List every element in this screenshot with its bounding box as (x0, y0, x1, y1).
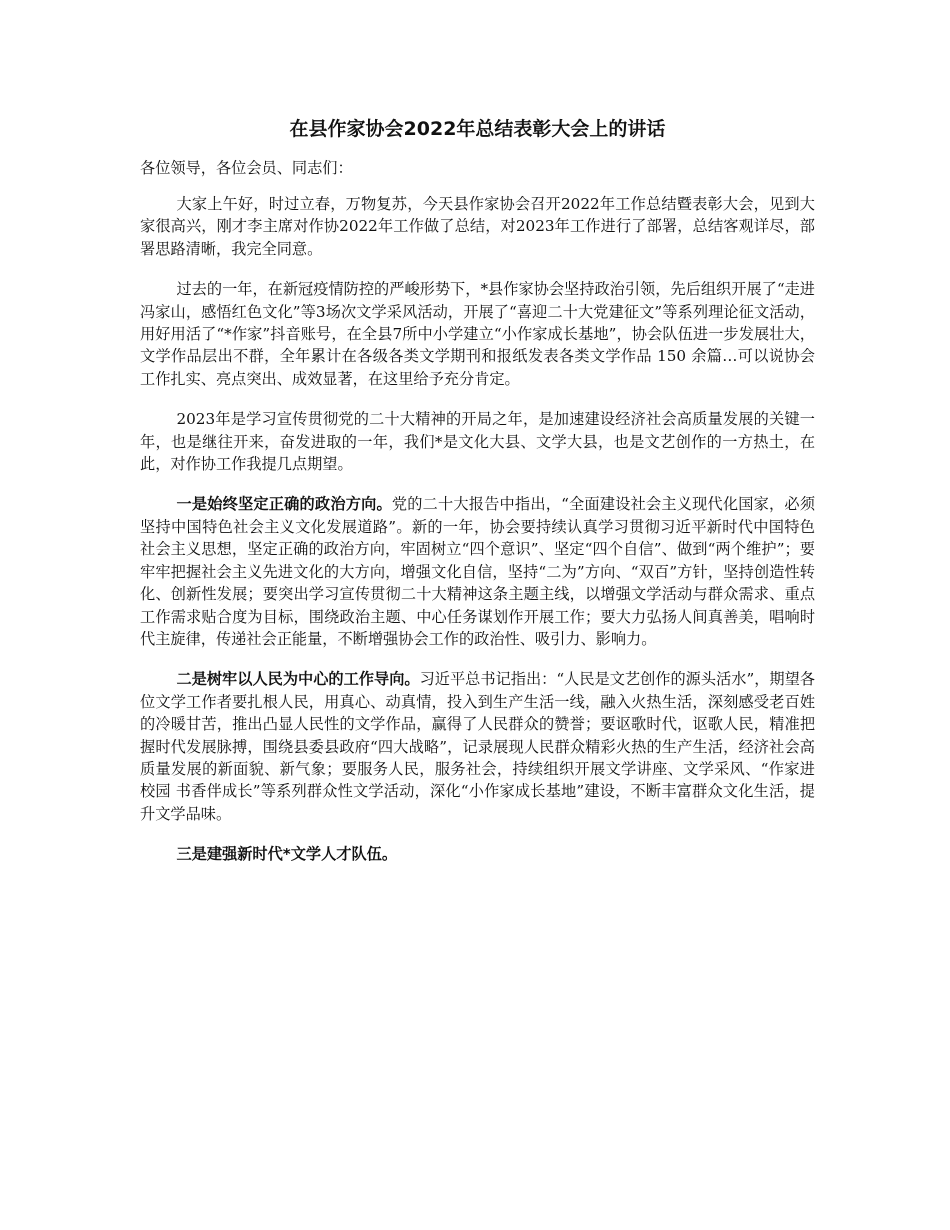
paragraph-text: 大家上午好，时过立春，万物复苏，今天县作家协会召开2022年工作总结暨表彰大会，见到大家很高兴，刚才李主席对作协2022年工作做了总结，对2023年工作进行了部署，总结客观详尽，部署思路清晰，我完全同意。 (140, 195, 815, 258)
paragraph-text: 习近平总书记指出：“人民是文艺创作的源头活水”，期望各位文学工作者要扎根人民，用真心、动真情，投入到生产生活一线，融入火热生活，深刻感受老百姓的冷暖甘苦，推出凸显人民性的文学作品，赢得了人民群众的赞誉；要讴歌时代，讴歌人民，精准把握时代发展脉搏，围绕县委县政府“四大战略”，记录展现人民群众精彩火热的生产生活，经济社会高质量发展的新面貌、新气象；要服务人民，服务社会，持续组织开展文学讲座、文学采风、“作家进校园 书香伴成长”等系列群众性文学活动，深化“小作家成长基地”建设，不断丰富群众文化生活，提升文学品味。 (140, 670, 816, 823)
salutation: 各位领导，各位会员、同志们： (140, 159, 353, 177)
paragraph-people-centered (140, 668, 815, 825)
paragraph-opening (140, 193, 815, 260)
paragraph-political-direction (140, 493, 815, 650)
paragraph-past-year (140, 278, 815, 390)
paragraph-text: 过去的一年，在新冠疫情防控的严峻形势下，*县作家协会坚持政治引领，先后组织开展了“走进冯家山，感悟红色文化”等3场次文学采风活动，开展了“喜迎二十大党建征文”等系列理论征文活动，用好用活了“*作家”抖音账号，在全县7所中小学建立“小作家成长基地”，协会队伍进一步发展壮大，文学作品层出不群，全年累计在各级各类文学期刊和报纸发表各类文学作品 150 余篇…可以说协会工作扎实、亮点突出、成效显著，在这里给予充分肯定。 (140, 280, 815, 388)
paragraph-talent-team (140, 843, 815, 865)
document-body (140, 115, 815, 884)
paragraph-lead: 三是建强新时代*文学人才队伍。 (176, 845, 398, 864)
paragraph-text: 党的二十大报告中指出，“全面建设社会主义现代化国家，必须坚持中国特色社会主义文化发展道路”。新的一年，协会要持续认真学习贯彻习近平新时代中国特色社会主义思想，坚定正确的政治方向，牢固树立“四个意识”、坚定“四个自信”、做到“两个维护”；要牢牢把握社会主义先进文化的大方向，增强文化自信，坚持“二为”方向、“双百”方针，坚持创造性转化、创新性发展；要突出学习宣传贯彻二十大精神这条主题主线，以增强文学活动与群众需求、重点工作需求贴合度为目标，围绕政治主题、中心任务谋划作开展工作；要大力弘扬人间真善美，唱响时代主旋律，传递社会正能量，不断增强协会工作的政治性、吸引力、影响力。 (140, 495, 816, 648)
paragraph-2023-outlook (140, 408, 815, 475)
paragraph-text: 2023年是学习宣传贯彻党的二十大精神的开局之年，是加速建设经济社会高质量发展的关键一年，也是继往开来，奋发进取的一年，我们*是文化大县、文学大县，也是文艺创作的一方热土，在此，对作协工作我提几点期望。 (140, 410, 815, 474)
document-title: 在县作家协会2022年总结表彰大会上的讲话 (289, 118, 666, 140)
paragraph-lead: 一是始终坚定正确的政治方向。 (176, 495, 392, 514)
paragraph-lead: 二是树牢以人民为中心的工作导向。 (176, 670, 420, 689)
